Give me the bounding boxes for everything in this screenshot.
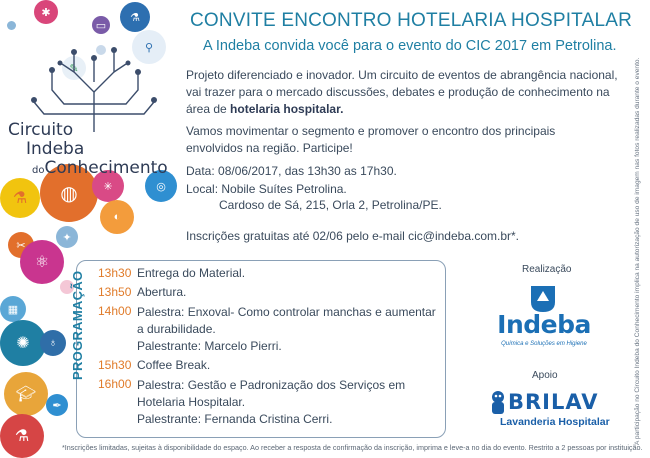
- brilav-logo: [488, 388, 610, 438]
- brilav-wordmark: BRILAV: [508, 390, 599, 414]
- atom-bubble-icon: ✳: [92, 170, 124, 202]
- microscope-bubble-icon: ⚲: [132, 30, 166, 64]
- note-bubble-icon: ✎: [62, 56, 86, 80]
- schedule-desc: Entrega do Material.: [137, 266, 246, 280]
- flask-bubble-icon: ⚗: [0, 178, 40, 218]
- page-subtitle: A Indeba convida você para o evento do CIC 2017 em Petrolina.: [203, 38, 617, 54]
- logo-word-circuito: Circuito: [8, 120, 74, 140]
- logo-word-indeba: Indeba: [26, 139, 85, 159]
- schedule-desc: Palestrante: Marcelo Pierri.: [137, 339, 282, 353]
- schedule-time: 13h30: [98, 266, 132, 280]
- intro-text: Projeto diferenciado e inovador. Um circuito de eventos de abrangência nacional, vai trazer para o mercado discussões, debates e produção de conhecimento na área de: [186, 68, 618, 116]
- registration-info: Inscrições gratuitas até 02/06 pelo e-mail cic@indeba.com.br*.: [186, 229, 520, 243]
- graduation-cap-bubble-icon: 🎓︎: [4, 372, 48, 416]
- indeba-emblem-icon: [528, 286, 558, 312]
- flask-bubble-icon: ⚗: [120, 2, 150, 32]
- schedule-time: 15h30: [98, 358, 132, 372]
- logo-word-do: do: [32, 165, 45, 176]
- tools-bubble-icon: ✂: [8, 232, 34, 258]
- page-title: CONVITE ENCONTRO HOTELARIA HOSPITALAR: [190, 10, 633, 31]
- palette-bubble-icon: ◐: [100, 200, 134, 234]
- realizacao-label: Realização: [522, 264, 572, 275]
- event-date: Data: 08/06/2017, das 13h30 as 17h30.: [186, 164, 397, 178]
- apoio-label: Apoio: [532, 370, 558, 381]
- schedule-desc: Abertura.: [137, 285, 187, 299]
- grid-bubble-icon: ▦: [0, 296, 26, 322]
- schedule-label: PROGRAMAÇÃO: [70, 270, 85, 380]
- schedule-time: 14h00: [98, 304, 132, 318]
- indeba-tagline: Química e Soluções em Higiene: [501, 341, 587, 347]
- logo-word-conhecimento-text: Conhecimento: [44, 158, 168, 178]
- logo-word-conhecimento: [32, 158, 168, 178]
- bulb-bubble-icon: ✦: [56, 226, 78, 248]
- atom-bubble-icon: ✱: [34, 0, 58, 24]
- intro-highlight: hotelaria hospitalar.: [230, 102, 344, 116]
- pen-bubble-icon: ✒: [46, 394, 68, 416]
- flask-bubble-icon: ⚗: [0, 414, 44, 458]
- image-rights-note: A participação no Circuito Indeba do Conhecimento implica na autorização de uso de imagem nas fotos realizadas durante o evento.: [634, 57, 641, 445]
- globe-bubble-icon: ◍: [40, 164, 98, 222]
- stethoscope-bubble-icon: ♁: [40, 330, 66, 356]
- schedule-time: 16h00: [98, 377, 132, 391]
- small-bubble: [7, 21, 16, 30]
- atom-bubble-icon: ✺: [0, 320, 46, 366]
- schedule-desc: Coffee Break.: [137, 358, 211, 372]
- event-location: Local: Nobile Suítes Petrolina.: [186, 182, 347, 196]
- brilav-tagline: Lavanderia Hospitalar: [500, 416, 610, 428]
- circuito-logo: [4, 42, 174, 182]
- schedule-desc: Palestra: Gestão e Padronização dos Serviços em Hotelaria Hospitalar.: [137, 378, 406, 409]
- atom-bubble-icon: ⚛: [20, 240, 64, 284]
- footer-note: *Inscrições limitadas, sujeitas à disponibilidade do espaço. Ao receber a resposta de confirmação da inscrição, imprima e leve-a no dia do evento. Restrito a 2 pessoas por instituição.: [62, 443, 643, 452]
- indeba-logo: [494, 286, 594, 356]
- schedule-desc: Palestra: Enxoval- Como controlar manchas e aumentar a durabilidade.: [137, 305, 436, 336]
- globe-bubble-icon: ◎: [145, 170, 177, 202]
- invite-paragraph: Vamos movimentar o segmento e promover o encontro dos principais envolvidos na região. Participe!: [186, 124, 556, 155]
- tablet-bubble-icon: ▭: [92, 16, 110, 34]
- brilav-mascot-icon: [488, 390, 508, 416]
- indeba-wordmark: Indeba: [497, 310, 591, 339]
- intro-paragraph: [186, 67, 626, 118]
- circuit-tree-icon: [4, 42, 174, 132]
- schedule-desc: Palestrante: Fernanda Cristina Cerri.: [137, 412, 333, 426]
- event-address: Cardoso de Sá, 215, Orla 2, Petrolina/PE.: [219, 198, 442, 212]
- schedule-time: 13h50: [98, 285, 132, 299]
